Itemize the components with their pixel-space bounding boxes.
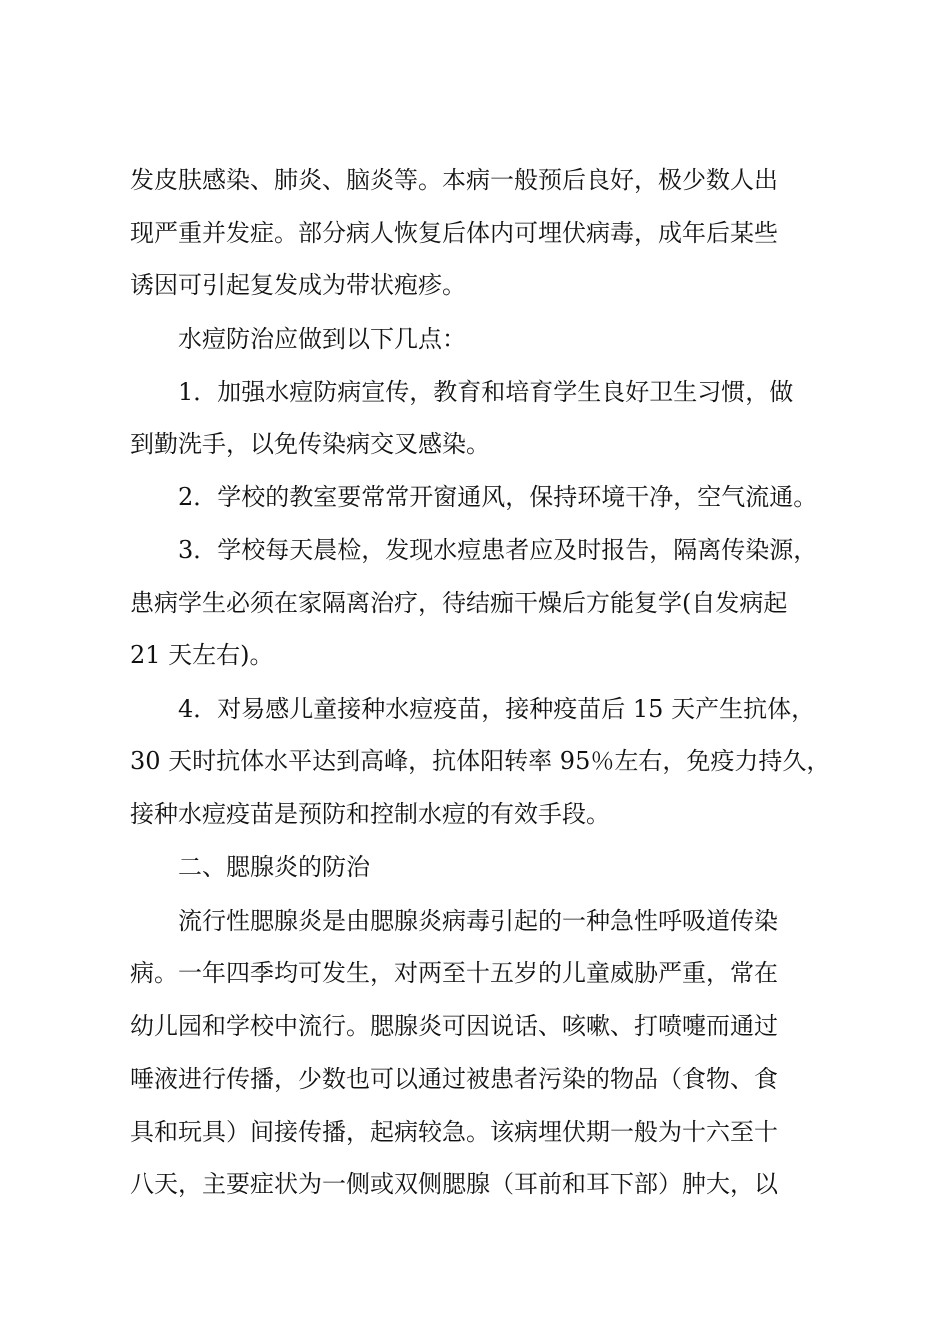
section-heading: 二、腮腺炎的防治	[178, 853, 370, 881]
text-line: 21 天左右)。	[130, 641, 274, 669]
text-line: 发皮肤感染、肺炎、脑炎等。本病一般预后良好，极少数人出	[130, 166, 778, 194]
text-line: 接种水痘疫苗是预防和控制水痘的有效手段。	[130, 800, 610, 828]
text-line: 到勤洗手，以免传染病交叉感染。	[130, 430, 490, 458]
text-line: 流行性腮腺炎是由腮腺炎病毒引起的一种急性呼吸道传染	[178, 907, 778, 935]
text-line: 患病学生必须在家隔离治疗，待结痂干燥后方能复学(自发病起	[130, 589, 788, 617]
text-line: 具和玩具）间接传播，起病较急。该病埋伏期一般为十六至十	[130, 1118, 778, 1146]
text-line: 1．加强水痘防病宣传，教育和培育学生良好卫生习惯，做	[178, 378, 794, 406]
text-line: 30 天时抗体水平达到高峰，抗体阳转率 95％左右，免疫力持久，	[130, 747, 831, 775]
text-line: 现严重并发症。部分病人恢复后体内可埋伏病毒，成年后某些	[130, 219, 778, 247]
text-line: 诱因可引起复发成为带状疱疹。	[130, 271, 466, 299]
text-line: 2．学校的教室要常常开窗通风，保持环境干净，空气流通。	[178, 483, 818, 511]
text-line: 4．对易感儿童接种水痘疫苗，接种疫苗后 15 天产生抗体，	[178, 695, 816, 723]
text-line: 八天，主要症状为一侧或双侧腮腺（耳前和耳下部）肿大，以	[130, 1170, 778, 1198]
text-line: 幼儿园和学校中流行。腮腺炎可因说话、咳嗽、打喷嚏而通过	[130, 1012, 778, 1040]
text-line: 3．学校每天晨检，发现水痘患者应及时报告，隔离传染源，	[178, 536, 818, 564]
text-line: 水痘防治应做到以下几点：	[178, 325, 466, 353]
text-line: 唾液进行传播，少数也可以通过被患者污染的物品（食物、食	[130, 1065, 778, 1093]
text-line: 病。一年四季均可发生，对两至十五岁的儿童威胁严重，常在	[130, 959, 778, 987]
